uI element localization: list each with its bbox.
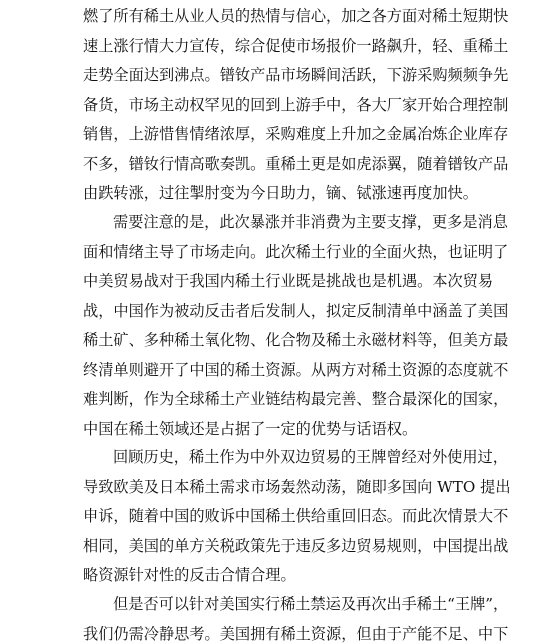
paragraph-4 [83, 590, 509, 644]
text-line: 申诉，随着中国的败诉中国稀土供给重回旧态。而此次情景大不 [83, 507, 509, 525]
text-line-first [83, 590, 509, 620]
text-line: 我们仍需冷静思考。美国拥有稀土资源，但由于产能不足、中下 [83, 624, 509, 643]
text-line: 备货，市场主动权罕见的回到上游手中，各大厂家开始合理控制 [83, 95, 509, 114]
text-line: 速上涨行情大力宣传，综合促使市场报价一路飙升，轻、重稀土 [83, 36, 509, 55]
text-line: 走势全面达到沸点。镨钕产品市场瞬间活跃，下游采购频频争先 [83, 66, 509, 84]
paragraph-2 [83, 208, 509, 444]
text-line: 导致欧美及日本稀土需求市场轰然动荡，随即多国向 WTO 提出 [83, 477, 511, 496]
paragraph-1 [83, 2, 509, 209]
text-line: 不多，镨钕行情高歌奏凯。重稀土更是如虎添翼，随着镨钕产品 [83, 154, 509, 173]
text-line-content: 需要注意的是，此次暴涨并非消费为主要支撑，更多是消息 [113, 213, 508, 231]
text-line: 燃了所有稀土从业人员的热情与信心，加之各方面对稀土短期快 [83, 7, 509, 25]
text-line-first [83, 208, 508, 238]
text-line-first [83, 443, 508, 473]
text-line: 相同，美国的单方关税政策先于违反多边贸易规则，中国提出战 [83, 536, 509, 555]
text-line: 销售，上游惜售情绪浓厚，采购难度上升加之金属冶炼企业库存 [83, 125, 509, 143]
text-line: 稀土矿、多种稀土氧化物、化合物及稀土永磁材料等，但美方最 [83, 331, 509, 349]
paragraph-3 [83, 443, 511, 591]
text-line: 面和情绪主导了市场走向。此次稀土行业的全面火热，也证明了 [83, 242, 509, 261]
text-line: 略资源针对性的反击合情合理。 [83, 566, 296, 584]
text-line-content: 回顾历史，稀土作为中外双边贸易的王牌曾经对外使用过， [113, 448, 508, 466]
text-line: 中国在稀土领域还是占据了一定的优势与话语权。 [83, 419, 418, 438]
text-line: 终清单则避开了中国的稀土资源。从两方对稀土资源的态度就不 [83, 360, 509, 379]
text-line: 难判断，作为全球稀土产业链结构最完善、整合最深化的国家， [83, 390, 509, 408]
text-line: 由跌转涨，过往掣肘变为今日助力，镝、铽涨速再度加快。 [83, 184, 478, 202]
text-line: 战，中国作为被动反击者后发制人，拟定反制清单中涵盖了美国 [83, 301, 509, 320]
text-line: 中美贸易战对于我国内稀土行业既是挑战也是机遇。本次贸易 [83, 272, 494, 290]
text-line-content: 但是否可以针对美国实行稀土禁运及再次出手稀土“王牌”， [113, 595, 509, 613]
